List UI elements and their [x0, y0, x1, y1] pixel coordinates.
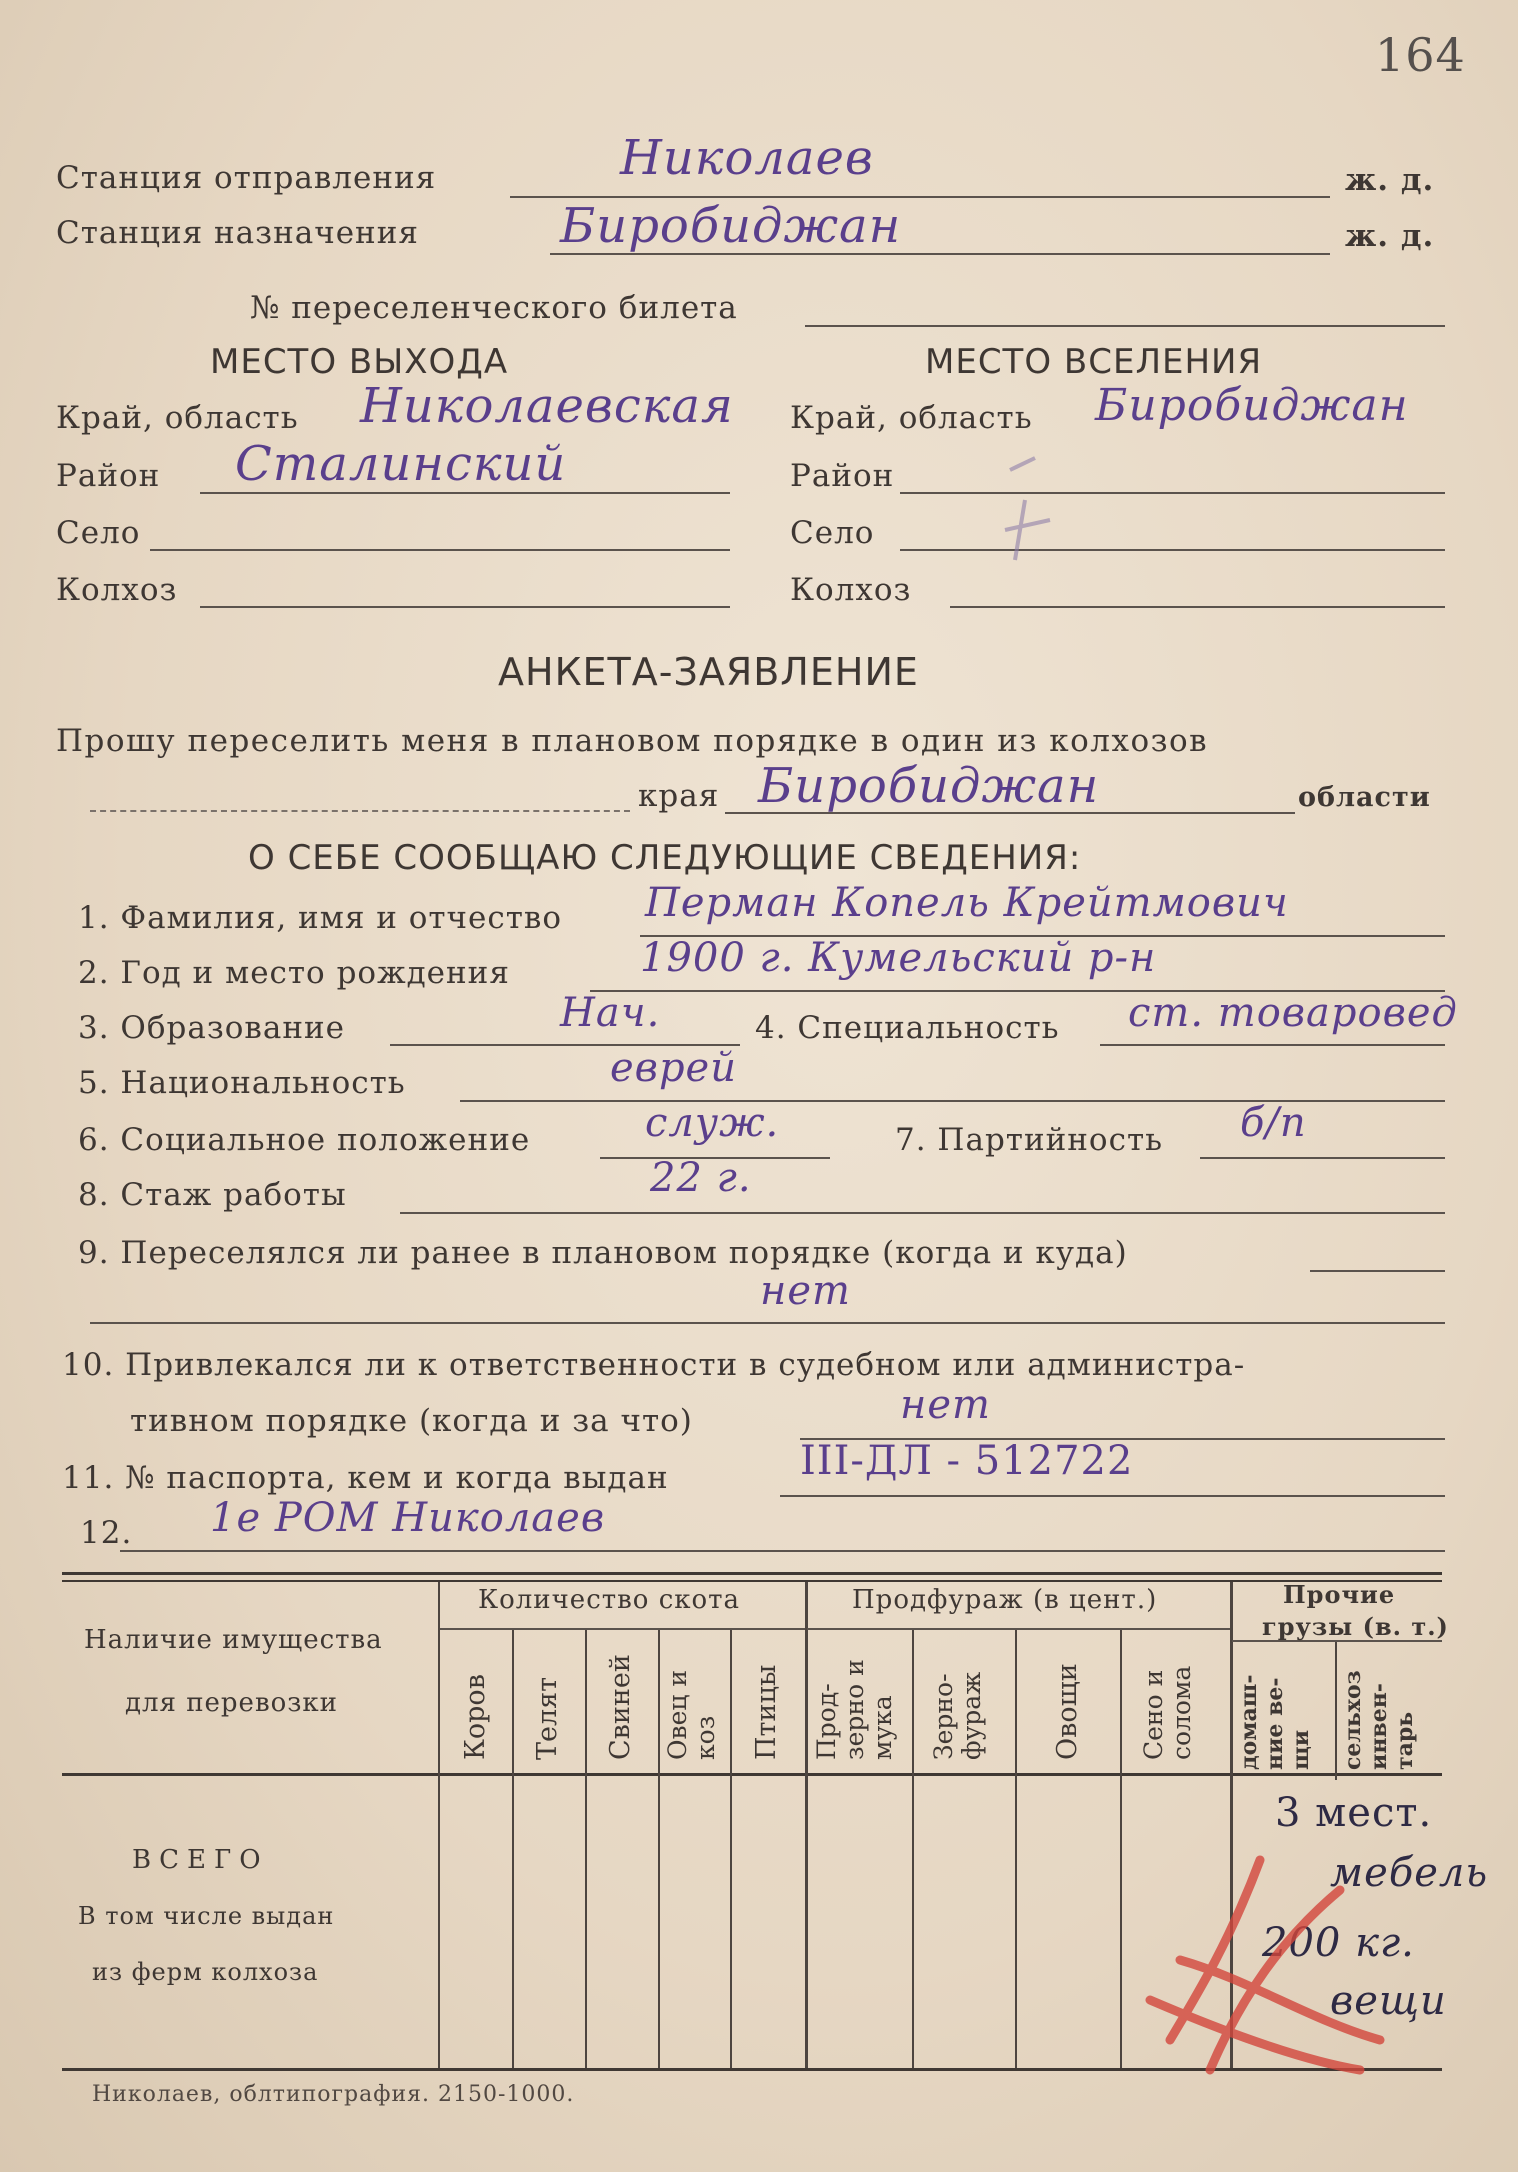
col-hay: Сено и солома	[1139, 1665, 1196, 1760]
red-crayon-mark	[1110, 1800, 1410, 2100]
table-vline-5	[730, 1630, 732, 2068]
request-line: Прошу переселить меня в плановом порядке в один из колхозов	[56, 723, 1209, 759]
field-11-line	[780, 1495, 1445, 1497]
origin-kolkhoz-label: Колхоз	[56, 572, 178, 608]
col-sheep: Овец и коз	[663, 1669, 720, 1760]
field-3-value: Нач.	[560, 990, 661, 1036]
field-10-label-a: 10. Привлекался ли к ответственности в судебном или администра-	[62, 1347, 1246, 1383]
field-6-value: служ.	[645, 1100, 780, 1146]
col-fodder: Зерно- фураж	[929, 1671, 986, 1760]
ticket-label: № переселенческого билета	[250, 290, 738, 326]
settle-region-label: Край, область	[790, 400, 1033, 436]
settle-kolkhoz-label: Колхоз	[790, 572, 912, 608]
total-label: ВСЕГО	[132, 1845, 269, 1875]
field-7-label: 7. Партийность	[895, 1122, 1163, 1158]
note-3: 200 кг.	[1262, 1920, 1415, 1966]
pencil-mark	[990, 440, 1070, 590]
row-header-b: для перевозки	[125, 1688, 338, 1718]
field-12-label: 12.	[80, 1515, 133, 1551]
destination-suffix: ж. д.	[1345, 218, 1435, 254]
field-1-value: Перман Копель Крейтмович	[645, 880, 1289, 926]
table-vline-8	[1015, 1630, 1017, 2068]
page-number: 164	[1375, 28, 1466, 82]
fodder-group-rule	[807, 1628, 1230, 1630]
field-11-value: III-ДЛ - 512722	[800, 1438, 1134, 1484]
field-9-label: 9. Переселялся ли ранее в плановом порядке (когда и куда)	[78, 1235, 1128, 1271]
table-top-rule	[62, 1572, 1442, 1575]
field-4-value: ст. товаровед	[1128, 990, 1458, 1036]
ticket-line	[805, 325, 1445, 327]
table-vline-2	[512, 1630, 514, 2068]
settle-district-label: Район	[790, 458, 895, 494]
field-2-value: 1900 г. Кумельский р-н	[640, 935, 1157, 981]
table-header-rule	[62, 1773, 1442, 1776]
destination-label: Станция назначения	[56, 215, 419, 251]
col-veg: Овощи	[1052, 1663, 1083, 1760]
departure-label: Станция отправления	[56, 160, 437, 196]
field-8-value: 22 г.	[650, 1155, 752, 1201]
field-2-label: 2. Год и место рождения	[78, 955, 510, 991]
livestock-group-header: Количество скота	[478, 1585, 741, 1615]
origin-title: МЕСТО ВЫХОДА	[210, 342, 509, 382]
incl-label-b: из ферм колхоза	[92, 1958, 319, 1986]
row-header-a: Наличие имущества	[84, 1625, 383, 1655]
field-9-value: нет	[760, 1268, 851, 1314]
settle-district-line	[900, 492, 1445, 494]
field-7-value: б/п	[1240, 1100, 1307, 1146]
note-4: вещи	[1330, 1978, 1447, 2024]
origin-kolkhoz-line	[200, 606, 730, 608]
field-9-line-2	[90, 1322, 1445, 1324]
kraya-value: Биробиджан	[758, 758, 1100, 814]
other-group-header-a: Прочие	[1283, 1580, 1396, 1609]
field-8-line	[400, 1212, 1445, 1214]
info-heading: О СЕБЕ СООБЩАЮ СЛЕДУЮЩИЕ СВЕДЕНИЯ:	[248, 838, 1082, 878]
settle-title: МЕСТО ВСЕЛЕНИЯ	[925, 342, 1263, 382]
origin-district-label: Район	[56, 458, 161, 494]
settle-region-value: Биробиджан	[1095, 380, 1409, 431]
table-top-rule-2	[62, 1580, 1442, 1582]
printer-footer: Николаев, облтипография. 2150-1000.	[92, 2082, 575, 2107]
origin-region-label: Край, область	[56, 400, 299, 436]
field-9-line	[1310, 1270, 1445, 1272]
field-12-value: 1е РОМ Николаев	[210, 1495, 606, 1541]
col-calves: Телят	[532, 1676, 563, 1760]
table-vline-7	[912, 1630, 914, 2068]
settle-village-line	[900, 549, 1445, 551]
settle-kolkhoz-line	[950, 606, 1445, 608]
col-cows: Коров	[460, 1674, 491, 1760]
field-1-label: 1. Фамилия, имя и отчество	[78, 900, 563, 936]
departure-value: Николаев	[620, 130, 874, 186]
table-vline-6	[805, 1582, 808, 2068]
table-vline-1	[438, 1582, 440, 2068]
field-10-value: нет	[900, 1382, 991, 1428]
destination-value: Биробиджан	[560, 198, 902, 254]
col-grain: Прод- зерно и мука	[812, 1659, 897, 1760]
note-2: мебель	[1330, 1850, 1489, 1896]
form-title: АНКЕТА-ЗАЯВЛЕНИЕ	[498, 650, 919, 694]
livestock-group-rule	[440, 1628, 805, 1630]
fodder-group-header: Продфураж (в цент.)	[852, 1585, 1158, 1615]
table-vline-3	[585, 1630, 587, 2068]
origin-region-value: Николаевская	[360, 378, 734, 434]
field-12-line	[120, 1550, 1445, 1552]
field-4-label: 4. Специальность	[755, 1010, 1060, 1046]
origin-village-line	[150, 549, 730, 551]
field-5-value: еврей	[610, 1045, 737, 1091]
col-birds: Птицы	[751, 1664, 782, 1760]
departure-suffix: ж. д.	[1345, 162, 1435, 198]
origin-district-value: Сталинский	[235, 436, 567, 492]
origin-village-label: Село	[56, 515, 141, 551]
oblasti-label: области	[1298, 782, 1431, 813]
field-4-line	[1100, 1044, 1445, 1046]
col-home: домаш- ние ве- щи	[1236, 1674, 1314, 1770]
other-group-header-b: грузы (в. т.)	[1262, 1612, 1449, 1641]
table-vline-4	[658, 1630, 660, 2068]
field-5-label: 5. Национальность	[78, 1065, 406, 1101]
field-6-label: 6. Социальное положение	[78, 1122, 531, 1158]
field-11-label: 11. № паспорта, кем и когда выдан	[62, 1460, 669, 1496]
note-1: 3 мест.	[1275, 1790, 1433, 1836]
table-vline-11	[1335, 1640, 1337, 1780]
kraya-leading-line	[90, 810, 630, 812]
col-farm: сельхоз инвен- тарь	[1340, 1670, 1418, 1770]
field-10-label-b: тивном порядке (когда и за что)	[130, 1403, 693, 1439]
kraya-label: края	[638, 778, 720, 814]
field-8-label: 8. Стаж работы	[78, 1177, 347, 1213]
field-3-label: 3. Образование	[78, 1010, 346, 1046]
settle-village-label: Село	[790, 515, 875, 551]
field-7-line	[1200, 1157, 1445, 1159]
incl-label-a: В том числе выдан	[78, 1902, 335, 1930]
origin-district-line	[200, 492, 730, 494]
col-pigs: Свиней	[605, 1654, 636, 1760]
